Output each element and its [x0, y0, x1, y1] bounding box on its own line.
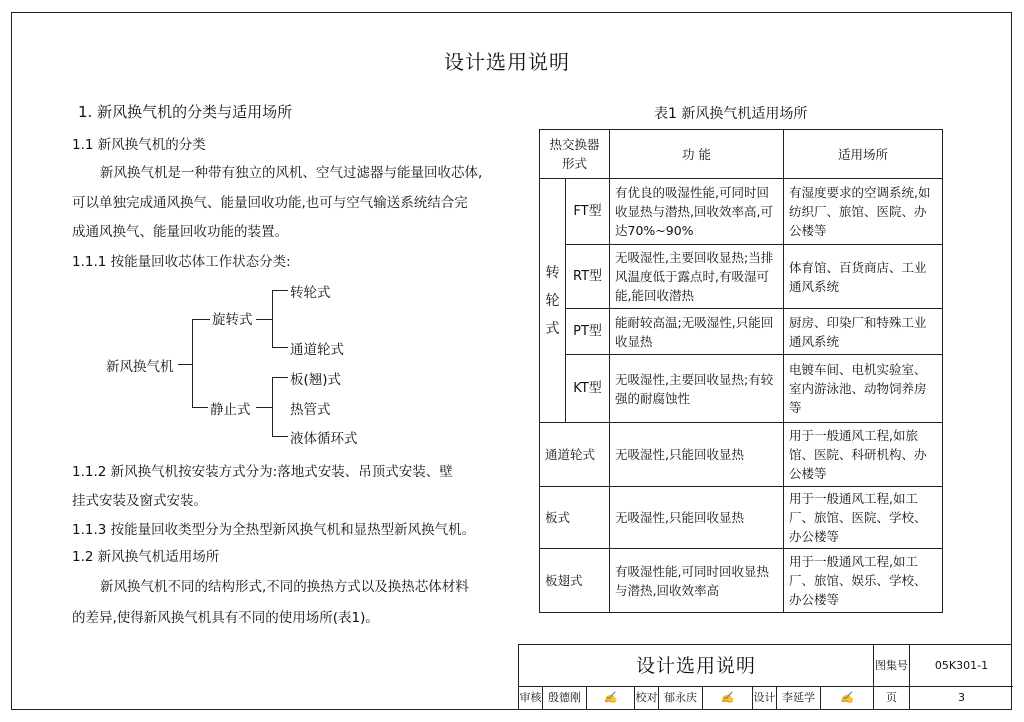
table-row — [540, 487, 943, 549]
row-type: 板式 — [540, 487, 610, 549]
tree-rotary: 旋转式 — [212, 312, 253, 328]
para1-line3: 成通风换气、能量回收功能的装置。 — [72, 224, 288, 240]
row-function: 无吸湿性,只能回收显热 — [610, 423, 784, 487]
row-place: 厨房、印染厂和特殊工业通风系统 — [784, 309, 943, 355]
row-type: 板翅式 — [540, 549, 610, 613]
table-row — [540, 355, 943, 423]
tree-leaf: 热管式 — [290, 402, 331, 418]
tree-static: 静止式 — [210, 402, 251, 418]
page-number: 3 — [958, 691, 965, 704]
review-signature: ✍ — [587, 687, 635, 709]
title-block-title: 设计选用说明 — [519, 645, 874, 687]
row-place: 用于一般通风工程,如旅馆、医院、科研机构、办公楼等 — [784, 423, 943, 487]
header-type: 热交换器形式 — [540, 130, 610, 179]
row-type: 通道轮式 — [540, 423, 610, 487]
rotor-group-label: 转轮式 — [540, 179, 566, 423]
design-name: 李延学 — [777, 687, 821, 709]
row-type: FT型 — [566, 179, 610, 245]
tree-leaf: 通道轮式 — [290, 342, 344, 358]
header-place: 适用场所 — [784, 130, 943, 179]
row-function: 无吸湿性,主要回收显热;有较强的耐腐蚀性 — [610, 355, 784, 423]
design-signature: ✍ — [821, 687, 874, 709]
table-caption: 表1 新风换气机适用场所 — [654, 106, 808, 122]
check-signature: ✍ — [703, 687, 753, 709]
subheading-1-1: 1.1 新风换气机的分类 — [72, 137, 206, 153]
para1-line2: 可以单独完成通风换气、能量回收功能,也可与空气输送系统结合完 — [72, 195, 468, 211]
para2-line1: 新风换气机不同的结构形式,不同的换热方式以及换热芯体材料 — [100, 579, 469, 595]
tree-leaf: 液体循环式 — [290, 431, 358, 447]
row-type: PT型 — [566, 309, 610, 355]
para-1-1-2-line2: 挂式安装及窗式安装。 — [72, 493, 207, 509]
tree-root: 新风换气机 — [106, 359, 174, 375]
atlas-label: 图集号 — [874, 645, 910, 687]
row-function: 能耐较高温;无吸湿性,只能回收显热 — [610, 309, 784, 355]
header-function: 功 能 — [610, 130, 784, 179]
subheading-1-1-1: 1.1.1 按能量回收芯体工作状态分类: — [72, 254, 291, 270]
tree-leaf: 板(翘)式 — [290, 372, 342, 388]
page-title: 设计选用说明 — [444, 50, 570, 74]
row-function: 有吸湿性能,可同时回收显热与潜热,回收效率高 — [610, 549, 784, 613]
table-row — [540, 245, 943, 309]
page-label: 页 — [874, 687, 910, 709]
table-row — [540, 549, 943, 613]
atlas-number: 05K301-1 — [910, 645, 1013, 687]
table-row — [540, 423, 943, 487]
para-1-1-3: 1.1.3 按能量回收类型分为全热型新风换气机和显热型新风换气机。 — [72, 522, 476, 538]
para-1-1-2-line1: 1.1.2 新风换气机按安装方式分为:落地式安装、吊顶式安装、壁 — [72, 464, 453, 480]
table-row — [540, 179, 943, 245]
row-function: 有优良的吸湿性能,可同时回收显热与潜热,回收效率高,可达70%~90% — [610, 179, 784, 245]
para1-line1: 新风换气机是一种带有独立的风机、空气过滤器与能量回收芯体, — [100, 165, 483, 181]
row-place: 有湿度要求的空调系统,如纺织厂、旅馆、医院、办公楼等 — [784, 179, 943, 245]
check-label: 校对 — [635, 687, 659, 709]
table-header-row — [540, 130, 943, 179]
section-heading: 1. 新风换气机的分类与适用场所 — [78, 103, 293, 121]
row-type: KT型 — [566, 355, 610, 423]
row-type: RT型 — [566, 245, 610, 309]
title-block — [518, 644, 1012, 710]
row-place: 用于一般通风工程,如工厂、旅馆、娱乐、学校、办公楼等 — [784, 549, 943, 613]
row-place: 用于一般通风工程,如工厂、旅馆、医院、学校、办公楼等 — [784, 487, 943, 549]
para2-line2: 的差异,使得新风换气机具有不同的使用场所(表1)。 — [72, 610, 379, 626]
row-function: 无吸湿性,只能回收显热 — [610, 487, 784, 549]
row-function: 无吸湿性,主要回收显热;当排风温度低于露点时,有吸湿可能,能回收潜热 — [610, 245, 784, 309]
row-place: 电镀车间、电机实验室、室内游泳池、动物饲养房等 — [784, 355, 943, 423]
table-row — [540, 309, 943, 355]
design-label: 设计 — [753, 687, 777, 709]
review-label: 审核 — [519, 687, 543, 709]
subheading-1-2: 1.2 新风换气机适用场所 — [72, 549, 220, 565]
table-1 — [539, 129, 943, 613]
row-place: 体育馆、百货商店、工业通风系统 — [784, 245, 943, 309]
check-name: 郁永庆 — [659, 687, 703, 709]
tree-leaf: 转轮式 — [290, 285, 331, 301]
review-name: 殷德刚 — [543, 687, 587, 709]
